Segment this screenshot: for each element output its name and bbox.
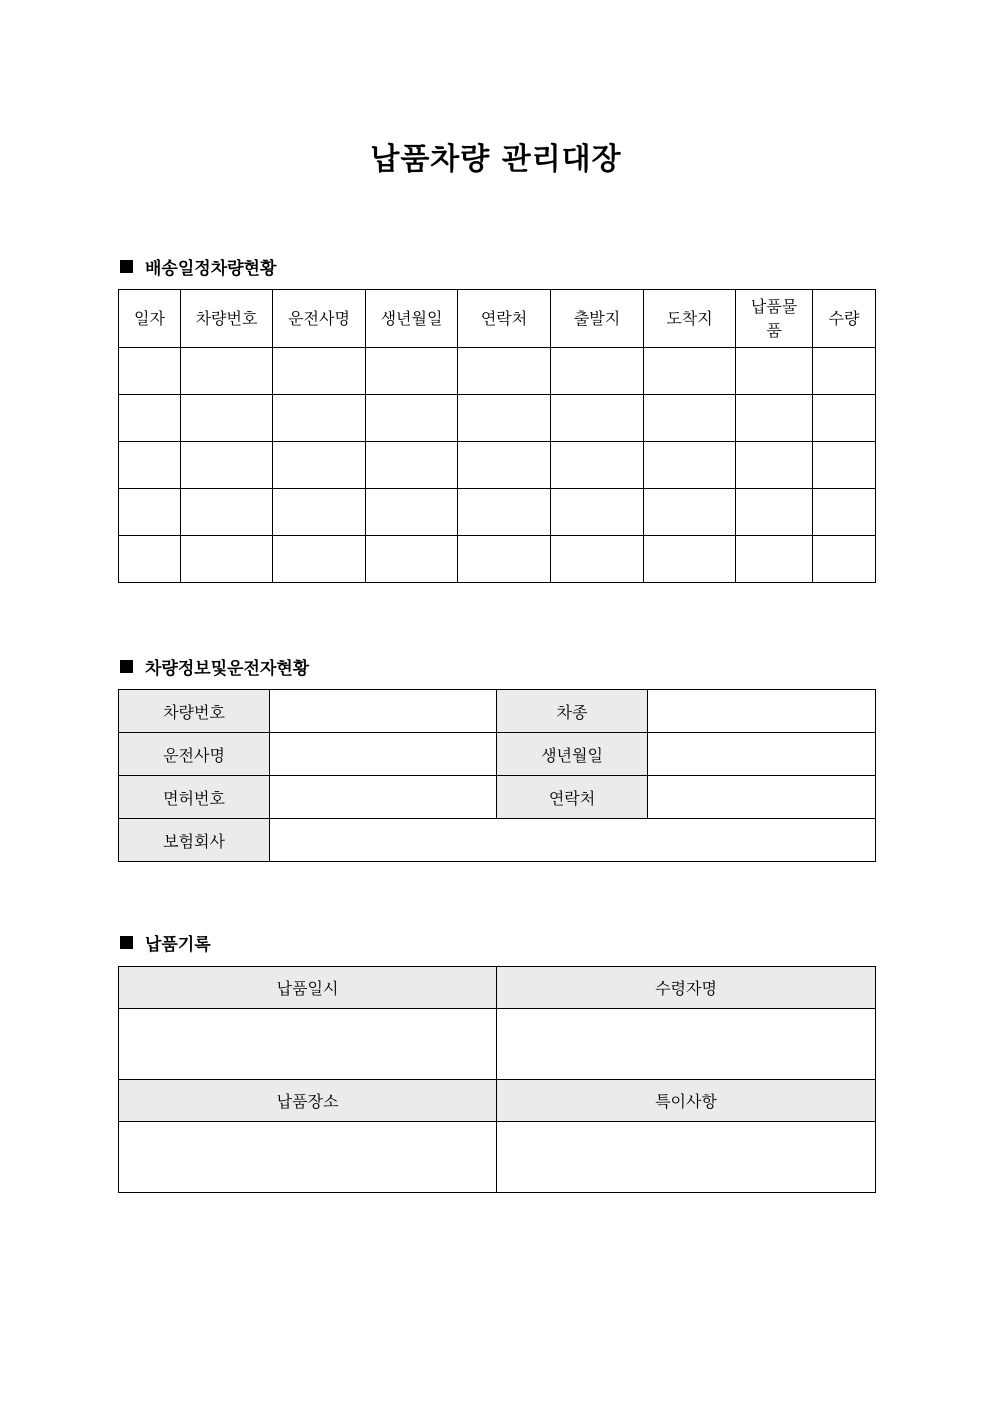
column-header: 도착지 — [644, 290, 736, 348]
birth-date-label: 생년월일 — [497, 733, 648, 776]
table-cell[interactable] — [644, 395, 736, 442]
section-heading-vehicle-driver — [120, 654, 309, 679]
column-header: 납품물품 — [736, 290, 813, 348]
table-cell[interactable] — [273, 442, 366, 489]
vehicle-type-label: 차종 — [497, 690, 648, 733]
column-header: 차량번호 — [181, 290, 273, 348]
table-cell[interactable] — [644, 348, 736, 395]
table-cell[interactable] — [181, 536, 273, 583]
table-cell[interactable] — [736, 442, 813, 489]
receiver-name-field[interactable] — [497, 1009, 876, 1080]
table-row — [119, 1009, 876, 1080]
square-bullet-icon — [120, 260, 133, 273]
table-cell[interactable] — [273, 395, 366, 442]
vehicle-type-field[interactable] — [648, 690, 876, 733]
table-cell[interactable] — [458, 395, 551, 442]
table-cell[interactable] — [458, 489, 551, 536]
table-cell[interactable] — [119, 395, 181, 442]
column-header: 연락처 — [458, 290, 551, 348]
license-number-label: 면허번호 — [119, 776, 270, 819]
column-header: 수량 — [813, 290, 876, 348]
table-cell[interactable] — [813, 442, 876, 489]
table-cell[interactable] — [458, 442, 551, 489]
table-cell[interactable] — [551, 348, 644, 395]
table-header-row — [119, 290, 876, 348]
driver-name-field[interactable] — [270, 733, 497, 776]
delivery-datetime-field[interactable] — [119, 1009, 497, 1080]
table-cell[interactable] — [119, 536, 181, 583]
birth-date-field[interactable] — [648, 733, 876, 776]
table-cell[interactable] — [366, 442, 458, 489]
delivery-place-field[interactable] — [119, 1122, 497, 1193]
table-cell[interactable] — [458, 348, 551, 395]
table-cell[interactable] — [366, 536, 458, 583]
insurer-field[interactable] — [270, 819, 876, 862]
delivery-schedule-table — [118, 289, 876, 583]
table-cell[interactable] — [813, 536, 876, 583]
driver-name-label: 운전사명 — [119, 733, 270, 776]
table-cell[interactable] — [181, 348, 273, 395]
table-cell[interactable] — [551, 536, 644, 583]
table-cell[interactable] — [181, 489, 273, 536]
page-title: 납품차량 관리대장 — [370, 142, 622, 177]
table-cell[interactable] — [644, 536, 736, 583]
table-cell[interactable] — [119, 348, 181, 395]
column-header: 운전사명 — [273, 290, 366, 348]
table-cell[interactable] — [458, 536, 551, 583]
table-cell[interactable] — [644, 442, 736, 489]
table-cell[interactable] — [736, 489, 813, 536]
delivery-datetime-label: 납품일시 — [119, 967, 497, 1009]
table-row — [119, 967, 876, 1009]
column-header: 일자 — [119, 290, 181, 348]
table-cell[interactable] — [813, 348, 876, 395]
receiver-name-label: 수령자명 — [497, 967, 876, 1009]
table-row — [119, 733, 876, 776]
table-cell[interactable] — [119, 489, 181, 536]
table-cell[interactable] — [119, 442, 181, 489]
section-heading-text: 납품기록 — [145, 935, 211, 955]
table-cell[interactable] — [366, 348, 458, 395]
table-cell[interactable] — [736, 395, 813, 442]
table-cell[interactable] — [273, 536, 366, 583]
column-header: 생년월일 — [366, 290, 458, 348]
table-cell[interactable] — [366, 489, 458, 536]
table-row — [119, 442, 876, 489]
license-number-field[interactable] — [270, 776, 497, 819]
table-row — [119, 690, 876, 733]
table-cell[interactable] — [736, 348, 813, 395]
table-row — [119, 536, 876, 583]
table-row — [119, 1122, 876, 1193]
delivery-place-label: 납품장소 — [119, 1080, 497, 1122]
table-cell[interactable] — [644, 489, 736, 536]
section-heading-text: 배송일정차량현황 — [145, 259, 277, 279]
table-row — [119, 1080, 876, 1122]
contact-field[interactable] — [648, 776, 876, 819]
table-cell[interactable] — [813, 489, 876, 536]
table-cell[interactable] — [273, 489, 366, 536]
table-cell[interactable] — [366, 395, 458, 442]
table-cell[interactable] — [736, 536, 813, 583]
table-row — [119, 489, 876, 536]
table-cell[interactable] — [273, 348, 366, 395]
table-cell[interactable] — [551, 442, 644, 489]
insurer-label: 보험회사 — [119, 819, 270, 862]
square-bullet-icon — [120, 660, 133, 673]
square-bullet-icon — [120, 936, 133, 949]
section-heading-text: 차량정보및운전자현황 — [145, 659, 310, 679]
contact-label: 연락처 — [497, 776, 648, 819]
remarks-field[interactable] — [497, 1122, 876, 1193]
vehicle-driver-table — [118, 689, 876, 862]
table-cell[interactable] — [181, 442, 273, 489]
table-row — [119, 819, 876, 862]
table-cell[interactable] — [813, 395, 876, 442]
delivery-record-table — [118, 966, 876, 1193]
section-heading-schedule — [120, 254, 276, 279]
table-cell[interactable] — [551, 489, 644, 536]
table-row — [119, 776, 876, 819]
table-cell[interactable] — [181, 395, 273, 442]
section-heading-delivery-record — [120, 930, 211, 955]
vehicle-number-field[interactable] — [270, 690, 497, 733]
column-header: 출발지 — [551, 290, 644, 348]
remarks-label: 특이사항 — [497, 1080, 876, 1122]
vehicle-number-label: 차량번호 — [119, 690, 270, 733]
table-row — [119, 348, 876, 395]
table-row — [119, 395, 876, 442]
table-cell[interactable] — [551, 395, 644, 442]
